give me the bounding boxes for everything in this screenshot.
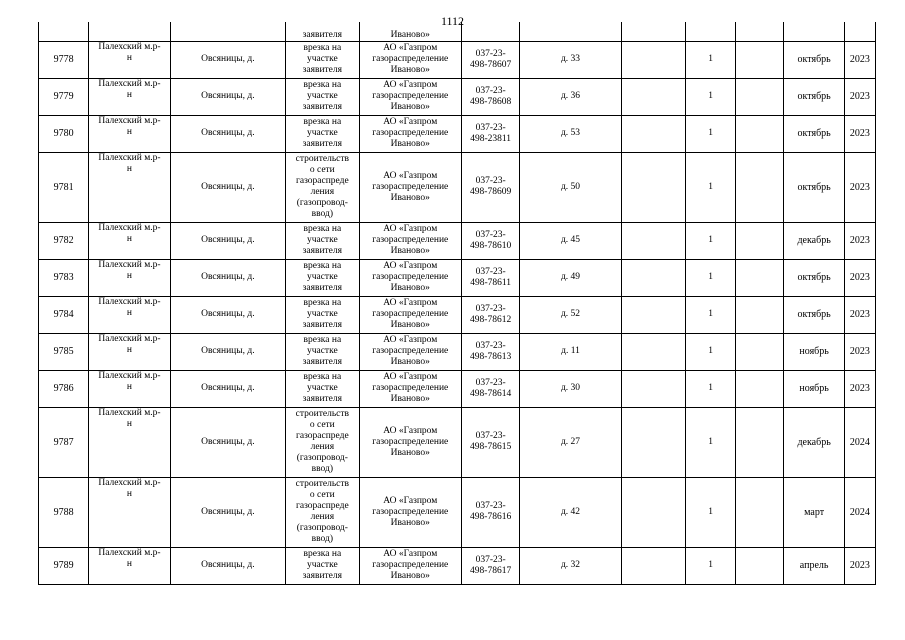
- cell-house: д. 50: [520, 152, 621, 222]
- cell-num: 9779: [39, 78, 89, 115]
- cell-code: 037-23- 498-23811: [461, 115, 519, 152]
- cell-locality: Овсяницы, д.: [170, 333, 286, 370]
- cell-house: д. 42: [520, 477, 621, 547]
- cell-district: Палехский м.р- н: [89, 333, 170, 370]
- cell-year: 2023: [844, 370, 875, 407]
- cell-month: декабрь: [784, 222, 844, 259]
- cell-locality: Овсяницы, д.: [170, 259, 286, 296]
- cell-work-type: заявителя: [286, 22, 359, 41]
- cell-work-type: врезка на участке заявителя: [286, 115, 359, 152]
- cell-code: 037-23- 498-78613: [461, 333, 519, 370]
- cell-empty: [621, 477, 685, 547]
- cell-district: Палехский м.р- н: [89, 477, 170, 547]
- cell-work-type: врезка на участке заявителя: [286, 222, 359, 259]
- cell-qty: 1: [686, 152, 736, 222]
- cell-year: 2023: [844, 115, 875, 152]
- cell-locality: Овсяницы, д.: [170, 370, 286, 407]
- cell-month: октябрь: [784, 259, 844, 296]
- cell-month: октябрь: [784, 152, 844, 222]
- cell-qty: 1: [686, 370, 736, 407]
- cell-empty: [621, 296, 685, 333]
- cell-month: ноябрь: [784, 333, 844, 370]
- table-row: [39, 78, 876, 115]
- cell-num: 9787: [39, 407, 89, 477]
- cell-work-type: врезка на участке заявителя: [286, 370, 359, 407]
- cell-code: 037-23- 498-78612: [461, 296, 519, 333]
- cell-house: д. 36: [520, 78, 621, 115]
- cell-work-type: строительств о сети газораспреде ления (газопровод- ввод): [286, 407, 359, 477]
- cell-work-type: строительств о сети газораспреде ления (газопровод- ввод): [286, 152, 359, 222]
- table-body: [39, 22, 876, 584]
- cell-empty: [621, 370, 685, 407]
- cell-code: 037-23- 498-78610: [461, 222, 519, 259]
- cell-locality: Овсяницы, д.: [170, 407, 286, 477]
- cell-empty: [736, 296, 784, 333]
- cell-district: Палехский м.р- н: [89, 370, 170, 407]
- cell-house: д. 33: [520, 41, 621, 78]
- cell-qty: 1: [686, 296, 736, 333]
- cell-locality: Овсяницы, д.: [170, 41, 286, 78]
- cell-year: 2024: [844, 407, 875, 477]
- cell-house: [520, 22, 621, 41]
- cell-work-type: врезка на участке заявителя: [286, 547, 359, 584]
- cell-year: 2023: [844, 222, 875, 259]
- cell-month: ноябрь: [784, 370, 844, 407]
- cell-empty: [621, 115, 685, 152]
- cell-code: 037-23- 498-78609: [461, 152, 519, 222]
- cell-locality: Овсяницы, д.: [170, 547, 286, 584]
- cell-locality: Овсяницы, д.: [170, 477, 286, 547]
- cell-code: 037-23- 498-78607: [461, 41, 519, 78]
- cell-year: 2023: [844, 547, 875, 584]
- cell-num: 9789: [39, 547, 89, 584]
- cell-qty: 1: [686, 115, 736, 152]
- cell-empty: [736, 477, 784, 547]
- cell-num: 9788: [39, 477, 89, 547]
- cell-code: 037-23- 498-78614: [461, 370, 519, 407]
- cell-num: 9786: [39, 370, 89, 407]
- cell-empty: [736, 333, 784, 370]
- cell-contractor: АО «Газпром газораспределение Иваново»: [359, 41, 461, 78]
- cell-district: Палехский м.р- н: [89, 41, 170, 78]
- cell-month: октябрь: [784, 296, 844, 333]
- cell-year: 2023: [844, 41, 875, 78]
- cell-contractor: АО «Газпром газораспределение Иваново»: [359, 547, 461, 584]
- cell-empty: [621, 152, 685, 222]
- cell-empty: [736, 22, 784, 41]
- cell-district: Палехский м.р- н: [89, 78, 170, 115]
- cell-contractor: АО «Газпром газораспределение Иваново»: [359, 370, 461, 407]
- cell-work-type: врезка на участке заявителя: [286, 41, 359, 78]
- cell-qty: 1: [686, 547, 736, 584]
- cell-work-type: строительств о сети газораспреде ления (газопровод- ввод): [286, 477, 359, 547]
- cell-qty: 1: [686, 222, 736, 259]
- cell-year: 2023: [844, 296, 875, 333]
- page-number: 1112: [440, 14, 465, 28]
- cell-empty: [736, 115, 784, 152]
- cell-year: 2023: [844, 333, 875, 370]
- cell-empty: [621, 407, 685, 477]
- cell-num: 9778: [39, 41, 89, 78]
- cell-work-type: врезка на участке заявителя: [286, 333, 359, 370]
- cell-locality: Овсяницы, д.: [170, 115, 286, 152]
- cell-district: Палехский м.р- н: [89, 152, 170, 222]
- cell-empty: [736, 370, 784, 407]
- cell-num: 9782: [39, 222, 89, 259]
- cell-house: д. 52: [520, 296, 621, 333]
- cell-empty: [736, 78, 784, 115]
- cell-empty: [736, 547, 784, 584]
- cell-qty: 1: [686, 477, 736, 547]
- cell-month: октябрь: [784, 41, 844, 78]
- table-row: [39, 296, 876, 333]
- cell-contractor: Иваново»: [359, 22, 461, 41]
- table-row: [39, 333, 876, 370]
- cell-month: декабрь: [784, 407, 844, 477]
- cell-empty: [736, 41, 784, 78]
- registry-table: [38, 22, 876, 585]
- cell-house: д. 27: [520, 407, 621, 477]
- cell-work-type: врезка на участке заявителя: [286, 259, 359, 296]
- cell-locality: Овсяницы, д.: [170, 222, 286, 259]
- cell-num: 9780: [39, 115, 89, 152]
- cell-month: [784, 22, 844, 41]
- cell-contractor: АО «Газпром газораспределение Иваново»: [359, 78, 461, 115]
- cell-code: 037-23- 498-78617: [461, 547, 519, 584]
- cell-qty: 1: [686, 259, 736, 296]
- cell-contractor: АО «Газпром газораспределение Иваново»: [359, 333, 461, 370]
- cell-qty: 1: [686, 407, 736, 477]
- cell-year: 2023: [844, 78, 875, 115]
- cell-month: октябрь: [784, 115, 844, 152]
- cell-district: Палехский м.р- н: [89, 296, 170, 333]
- cell-month: апрель: [784, 547, 844, 584]
- table-row: [39, 259, 876, 296]
- table-row: [39, 407, 876, 477]
- table-row: [39, 41, 876, 78]
- cell-locality: Овсяницы, д.: [170, 152, 286, 222]
- cell-empty: [736, 259, 784, 296]
- cell-code: 037-23- 498-78611: [461, 259, 519, 296]
- cell-empty: [621, 222, 685, 259]
- cell-num: 9781: [39, 152, 89, 222]
- cell-empty: [736, 407, 784, 477]
- cell-district: Палехский м.р- н: [89, 259, 170, 296]
- table-row: [39, 370, 876, 407]
- cell-num: [39, 22, 89, 41]
- cell-empty: [621, 333, 685, 370]
- cell-contractor: АО «Газпром газораспределение Иваново»: [359, 115, 461, 152]
- cell-contractor: АО «Газпром газораспределение Иваново»: [359, 296, 461, 333]
- table-row: [39, 477, 876, 547]
- cell-empty: [736, 152, 784, 222]
- cell-house: д. 53: [520, 115, 621, 152]
- cell-contractor: АО «Газпром газораспределение Иваново»: [359, 222, 461, 259]
- cell-district: Палехский м.р- н: [89, 407, 170, 477]
- cell-house: д. 49: [520, 259, 621, 296]
- cell-num: 9783: [39, 259, 89, 296]
- cell-code: [461, 22, 519, 41]
- cell-district: Палехский м.р- н: [89, 115, 170, 152]
- cell-locality: Овсяницы, д.: [170, 78, 286, 115]
- table-row: [39, 547, 876, 584]
- cell-month: октябрь: [784, 78, 844, 115]
- cell-code: 037-23- 498-78608: [461, 78, 519, 115]
- cell-year: 2023: [844, 152, 875, 222]
- cell-house: д. 32: [520, 547, 621, 584]
- cell-qty: 1: [686, 333, 736, 370]
- cell-qty: 1: [686, 41, 736, 78]
- cell-contractor: АО «Газпром газораспределение Иваново»: [359, 259, 461, 296]
- cell-work-type: врезка на участке заявителя: [286, 296, 359, 333]
- cell-house: д. 30: [520, 370, 621, 407]
- cell-empty: [621, 41, 685, 78]
- cell-year: 2023: [844, 259, 875, 296]
- cell-month: март: [784, 477, 844, 547]
- continued-row: [39, 22, 876, 41]
- cell-locality: [170, 22, 286, 41]
- cell-house: д. 45: [520, 222, 621, 259]
- cell-empty: [621, 259, 685, 296]
- cell-empty: [621, 22, 685, 41]
- cell-district: Палехский м.р- н: [89, 222, 170, 259]
- cell-district: [89, 22, 170, 41]
- cell-code: 037-23- 498-78615: [461, 407, 519, 477]
- cell-locality: Овсяницы, д.: [170, 296, 286, 333]
- cell-year: [844, 22, 875, 41]
- cell-empty: [621, 547, 685, 584]
- table-row: [39, 152, 876, 222]
- cell-contractor: АО «Газпром газораспределение Иваново»: [359, 477, 461, 547]
- cell-empty: [736, 222, 784, 259]
- cell-empty: [621, 78, 685, 115]
- cell-contractor: АО «Газпром газораспределение Иваново»: [359, 407, 461, 477]
- cell-district: Палехский м.р- н: [89, 547, 170, 584]
- cell-qty: [686, 22, 736, 41]
- table-row: [39, 222, 876, 259]
- table-row: [39, 115, 876, 152]
- cell-work-type: врезка на участке заявителя: [286, 78, 359, 115]
- cell-year: 2024: [844, 477, 875, 547]
- cell-num: 9785: [39, 333, 89, 370]
- cell-contractor: АО «Газпром газораспределение Иваново»: [359, 152, 461, 222]
- cell-code: 037-23- 498-78616: [461, 477, 519, 547]
- cell-num: 9784: [39, 296, 89, 333]
- cell-qty: 1: [686, 78, 736, 115]
- cell-house: д. 11: [520, 333, 621, 370]
